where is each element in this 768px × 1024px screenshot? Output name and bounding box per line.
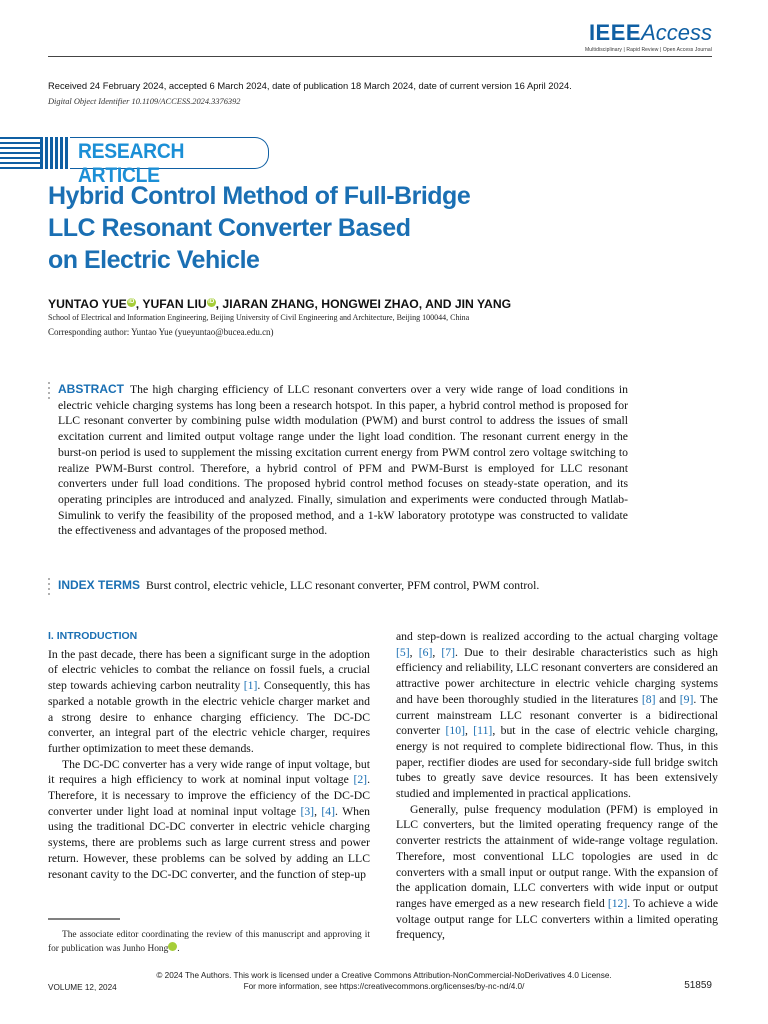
citation-link[interactable]: [2] — [353, 773, 368, 787]
orcid-icon[interactable]: iD — [128, 298, 135, 305]
footnote-rule — [48, 918, 370, 920]
paragraph: In the past decade, there has been a significant surge in the adoption of electric vehicles to combat the reliance on fossil fuels, a crucial step towards achieving carbon neutrality [1]. Consequently, this has sparked a notable growth in the electric vehicle charger market and a strong desire to enhance charging efficiency. The DC-DC converter, an integral part of the electric vehicle charger, requires further optimization to meet these demands. — [48, 647, 370, 755]
footnote: The associate editor coordinating the review of this manuscript and approving it for publication was Junho Hong iD. — [48, 930, 370, 955]
journal-logo — [585, 22, 712, 53]
affiliation: School of Electrical and Information Engineering, Beijing University of Civil Engineering and Architecture, Beijing 100044, China — [48, 313, 470, 322]
author-name: , YUFAN LIU — [135, 297, 207, 311]
title-line: LLC Resonant Converter Based — [48, 214, 411, 242]
abstract-label: ABSTRACT — [58, 382, 124, 396]
doi[interactable]: Digital Object Identifier 10.1109/ACCESS.2024.3376392 — [48, 97, 241, 106]
article-type-banner — [0, 137, 270, 187]
citation-link[interactable]: [7] — [441, 645, 456, 659]
banner-stripes-icon — [0, 137, 68, 169]
logo-tagline: Multidisciplinary | Rapid Review | Open Access Journal — [585, 47, 712, 53]
paragraph: The DC-DC converter has a very wide range of input voltage, but it requires a high efficiency to work at nominal input voltage [2]. Therefore, it is necessary to improve the efficiency of the DC-DC converter under light load at nominal input voltage [3], [4]. When using the traditional DC-DC converter in electric vehicle charging systems, there are problems such as large current stress and power return. However, these problems can be solved by adding an LLC resonant cavity to the DC-DC converter, and the function of step-up — [48, 757, 371, 881]
header-rule — [48, 56, 712, 57]
author-name: , JIARAN ZHANG, HONGWEI ZHAO, AND JIN YANG — [215, 297, 512, 311]
citation-link[interactable]: [12] — [607, 896, 628, 910]
citation-link[interactable]: [9] — [679, 692, 694, 706]
citation-link[interactable]: [5] — [396, 645, 410, 659]
left-column — [48, 629, 370, 882]
citation-link[interactable]: [6] — [418, 645, 433, 659]
citation-link[interactable]: [3] — [300, 804, 315, 818]
orcid-icon[interactable]: iD — [168, 942, 177, 951]
logo-access: Access — [641, 20, 712, 45]
citation-link[interactable]: [10] — [445, 724, 465, 738]
corresponding-author: Corresponding author: Yuntao Yue (yueyuntao@bucea.edu.cn) — [48, 327, 274, 337]
footnote-text: The associate editor coordinating the review of this manuscript and approving it for publication was Junho Hong — [48, 930, 370, 955]
citation-link[interactable]: [11] — [473, 724, 493, 738]
abstract-dots-icon — [48, 382, 52, 402]
index-dots-icon — [48, 578, 52, 598]
logo-ieee: IEEE — [588, 20, 642, 45]
right-column — [396, 629, 718, 943]
article-title — [48, 180, 568, 276]
abstract-text: The high charging efficiency of LLC resonant converters over a very wide range of load conditions in electric vehicle charging systems has long been a research hotspot. In this paper, a hybrid control method is proposed for LLC resonant converter by combining pulse width modulation (PWM) and burst control to address the issues of small excitation current and limited output voltage range under the light load condition. The resonant current energy in the burst-on period is used to supplement the missing excitation current energy from PWM control zero voltage switching to realize PWM-Burst control. Therefore, a hybrid control of PFM and PWM-Burst is employed for LLC resonant converters under full load conditions. The proposed hybrid control method focuses on steady-state operation, and its operating principles are introduced and analyzed. Finally, simulation and experiments were conducted through Matlab-Simulink to verify the feasibility of the proposed method, and a 1-kW laboratory prototype was constructed to validate the effectiveness and advantages of the proposed method. — [58, 383, 628, 538]
title-line: Hybrid Control Method of Full-Bridge — [48, 182, 471, 210]
section-heading: I. INTRODUCTION — [48, 630, 138, 642]
license-link[interactable]: For more information, see https://creativecommons.org/licenses/by-nc-nd/4.0/ — [243, 981, 525, 991]
index-terms — [58, 578, 658, 593]
article-type: RESEARCH ARTICLE — [78, 140, 185, 187]
abstract — [58, 382, 628, 539]
paragraph: and step-down is realized according to the actual charging voltage [5], [6], [7]. Due to their desirable characteristics such as high efficiency and reliability, LLC resonant converters are considered an attractive power architecture in electric vehicle charging systems and have been thoroughly studied in the literatures [8] and [9]. The current mainstream LLC resonant converter is a bidirectional converter [10], [11], but in the case of electric vehicle charging, energy is not required to complete bidirectional flow. Thus, in this paper, rectifier diodes are used for secondary-side full bridge switch tubes to greatly save device resources. It has been extensively studied and implemented in practical applications. — [396, 630, 719, 801]
title-line: on Electric Vehicle — [48, 246, 260, 274]
citation-link[interactable]: [1] — [243, 679, 258, 693]
orcid-icon[interactable]: iD — [208, 298, 215, 305]
author-list — [48, 297, 511, 311]
index-terms-label: INDEX TERMS — [58, 578, 141, 592]
page-number: 51859 — [684, 980, 712, 991]
paragraph: Generally, pulse frequency modulation (PFM) is employed in LLC converters, but the limited operating frequency range of the converter restricts the attainment of wide-range voltage regulation. Therefore, most conventional LLC topologies are used in dc converters with a small input or output range. With the expansion of the application domain, LLC converters with wide input or output ranges have emerged as a new research field [12]. To achieve a wide voltage output range for LLC converters within a limited operating frequency, — [396, 802, 719, 942]
citation-link[interactable]: [8] — [641, 692, 656, 706]
author-name: YUNTAO YUE — [48, 297, 127, 311]
license-line: © 2024 The Authors. This work is licensed under a Creative Commons Attribution-NonCommercial-NoDerivatives 4.0 License. — [156, 971, 612, 980]
received-dates: Received 24 February 2024, accepted 6 March 2024, date of publication 18 March 2024, date of current version 16 April 2024. — [48, 80, 572, 91]
index-terms-text: Burst control, electric vehicle, LLC resonant converter, PFM control, PWM control. — [146, 579, 540, 592]
citation-link[interactable]: [4] — [321, 804, 336, 818]
volume-info: VOLUME 12, 2024 — [48, 983, 117, 992]
